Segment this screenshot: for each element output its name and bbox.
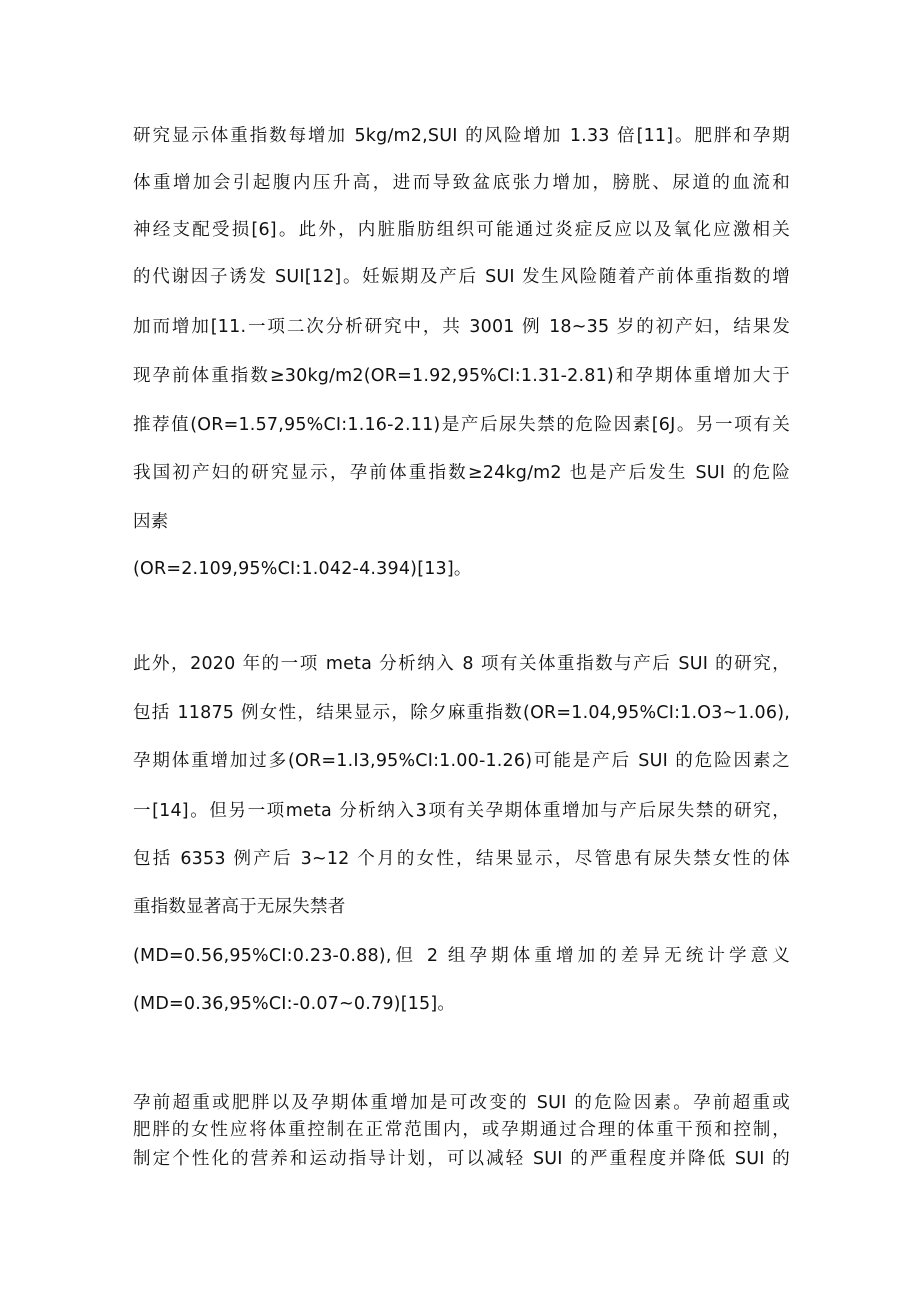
text-line: 此外，2020 年的一项 meta 分析纳入 8 项有关体重指数与产后 SUI 的研究， <box>133 654 790 674</box>
text-line: 因素 <box>133 512 169 532</box>
text-line: 包括 6353 例产后 3~12 个月的女性，结果显示，尽管患有尿失禁女性的体 <box>133 849 790 869</box>
text-line: (MD=0.56,95%CI:0.23-0.88),但 2 组孕期体重增加的差异无统计学意义 <box>133 946 790 966</box>
text-line: 研究显示体重指数每增加 5kg∕m2,SUI 的风险增加 1.33 倍[11]。肥胖和孕期 <box>133 126 790 146</box>
text-line: 神经支配受损[6]。此外，内脏脂肪组织可能通过炎症反应以及氧化应激相关 <box>133 220 790 240</box>
text-line: 包括 11875 例女性，结果显示，除夕麻重指数(OR=1.04,95%CI:1.O3~1.06), <box>133 703 790 723</box>
text-line: 加而增加[11.一项二次分析研究中，共 3001 例 18~35 岁的初产妇，结果发 <box>133 317 790 337</box>
text-line: 推荐值(OR=1.57,95%CI:1.16-2.11)是产后尿失禁的危险因素[6J。另一项有关 <box>133 415 790 435</box>
text-line: 孕期体重增加过多(OR=1.I3,95%CI:1.00-1.26)可能是产后 SUI 的危险因素之 <box>133 751 790 771</box>
text-line: 现孕前体重指数≥30kg∕m2(OR=1.92,95%CI:1.31-2.81)和孕期体重增加大于 <box>133 366 790 386</box>
text-line: 重指数显著高于无尿失禁者 <box>133 897 346 917</box>
text-line: 孕前超重或肥胖以及孕期体重增加是可改变的 SUI 的危险因素。孕前超重或 <box>133 1093 790 1113</box>
text-line: (MD=0.36,95%CI:-0.07~0.79)[15]。 <box>133 994 456 1014</box>
text-line: 制定个性化的营养和运动指导计划，可以减轻 SUI 的严重程度并降低 SUI 的 <box>133 1149 790 1169</box>
text-line: 肥胖的女性应将体重控制在正常范围内，或孕期通过合理的体重干预和控制， <box>133 1120 790 1140</box>
text-line: 我国初产妇的研究显示，孕前体重指数≥24kg∕m2 也是产后发生 SUI 的危险 <box>133 463 790 483</box>
text-line: 一[14]。但另一项meta 分析纳入3项有关孕期体重增加与产后尿失禁的研究， <box>133 801 790 821</box>
text-line: (OR=2.109,95%CI:1.042-4.394)[13]。 <box>133 559 472 579</box>
text-line: 的代谢因子诱发 SUI[12]。妊娠期及产后 SUI 发生风险随着产前体重指数的增 <box>133 267 790 287</box>
text-line: 体重增加会引起腹内压升高，进而导致盆底张力增加，膀胱、尿道的血流和 <box>133 173 790 193</box>
